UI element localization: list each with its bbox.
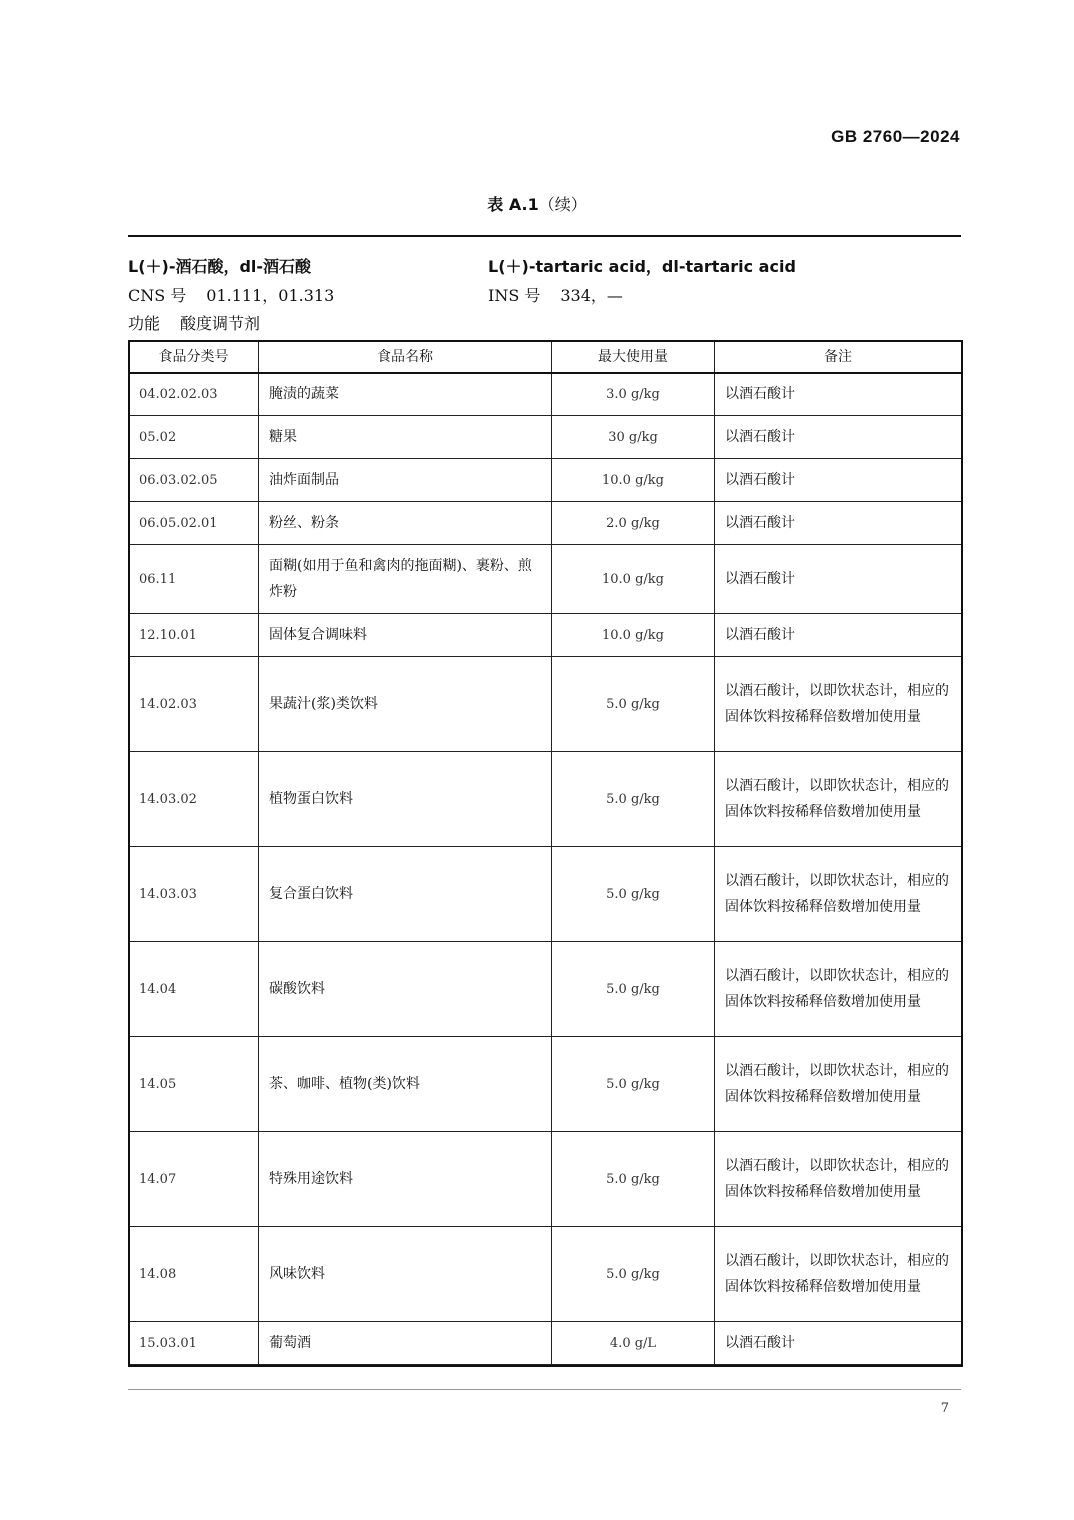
food-name: 粉丝、粉条	[259, 502, 552, 545]
table-row	[129, 502, 962, 545]
food-name: 油炸面制品	[259, 459, 552, 502]
header-food-name: 食品名称	[259, 341, 552, 373]
cns-value: 01.111，01.313	[206, 286, 335, 305]
table-row	[129, 416, 962, 459]
food-name: 复合蛋白饮料	[259, 847, 552, 942]
category-code: 12.10.01	[129, 614, 259, 657]
remark: 以酒石酸计，以即饮状态计，相应的固体饮料按稀释倍数增加使用量	[715, 1227, 962, 1322]
table-row	[129, 847, 962, 942]
food-name: 植物蛋白饮料	[259, 752, 552, 847]
top-rule	[128, 235, 961, 237]
max-usage: 5.0 g/kg	[552, 657, 715, 752]
food-name: 固体复合调味料	[259, 614, 552, 657]
cns-number	[128, 283, 334, 306]
header-max-usage: 最大使用量	[552, 341, 715, 373]
category-code: 06.03.02.05	[129, 459, 259, 502]
remark: 以酒石酸计	[715, 614, 962, 657]
table-caption-label: 表 A.1	[487, 195, 539, 214]
table-caption-suffix: （续）	[538, 195, 587, 214]
category-code: 14.08	[129, 1227, 259, 1322]
category-code: 05.02	[129, 416, 259, 459]
category-code: 14.07	[129, 1132, 259, 1227]
table-caption	[0, 192, 1074, 215]
food-name: 风味饮料	[259, 1227, 552, 1322]
category-code: 14.03.03	[129, 847, 259, 942]
additive-name-zh: L(＋)-酒石酸，dl-酒石酸	[128, 257, 312, 276]
food-name: 面糊(如用于鱼和禽肉的拖面糊)、裹粉、煎炸粉	[259, 545, 552, 614]
footer-rule	[128, 1389, 961, 1390]
max-usage: 30 g/kg	[552, 416, 715, 459]
usage-table	[128, 340, 962, 1365]
max-usage: 3.0 g/kg	[552, 373, 715, 416]
max-usage: 5.0 g/kg	[552, 752, 715, 847]
max-usage: 4.0 g/L	[552, 1322, 715, 1365]
header-remarks: 备注	[715, 341, 962, 373]
food-name: 茶、咖啡、植物(类)饮料	[259, 1037, 552, 1132]
category-code: 14.02.03	[129, 657, 259, 752]
remark: 以酒石酸计，以即饮状态计，相应的固体饮料按稀释倍数增加使用量	[715, 657, 962, 752]
remark: 以酒石酸计	[715, 416, 962, 459]
category-code: 14.03.02	[129, 752, 259, 847]
ins-number	[488, 283, 623, 306]
remark: 以酒石酸计，以即饮状态计，相应的固体饮料按稀释倍数增加使用量	[715, 1132, 962, 1227]
max-usage: 2.0 g/kg	[552, 502, 715, 545]
table-row	[129, 373, 962, 416]
max-usage: 10.0 g/kg	[552, 545, 715, 614]
additive-name-en: L(＋)-tartaric acid，dl-tartaric acid	[488, 257, 796, 276]
table-row	[129, 752, 962, 847]
max-usage: 5.0 g/kg	[552, 1227, 715, 1322]
remark: 以酒石酸计，以即饮状态计，相应的固体饮料按稀释倍数增加使用量	[715, 752, 962, 847]
food-name: 糖果	[259, 416, 552, 459]
category-code: 04.02.02.03	[129, 373, 259, 416]
max-usage: 10.0 g/kg	[552, 459, 715, 502]
remark: 以酒石酸计	[715, 373, 962, 416]
max-usage: 5.0 g/kg	[552, 847, 715, 942]
table-row	[129, 614, 962, 657]
remark: 以酒石酸计	[715, 459, 962, 502]
food-name: 碳酸饮料	[259, 942, 552, 1037]
table-row	[129, 942, 962, 1037]
page-number: 7	[940, 1401, 949, 1416]
table-row	[129, 459, 962, 502]
ins-label: INS 号	[488, 286, 541, 305]
table-row	[129, 657, 962, 752]
table-row	[129, 1322, 962, 1365]
table-row	[129, 1132, 962, 1227]
category-code: 14.05	[129, 1037, 259, 1132]
category-code: 06.05.02.01	[129, 502, 259, 545]
table-header-row	[129, 341, 962, 373]
standard-number: GB 2760—2024	[831, 127, 960, 146]
remark: 以酒石酸计，以即饮状态计，相应的固体饮料按稀释倍数增加使用量	[715, 847, 962, 942]
remark: 以酒石酸计，以即饮状态计，相应的固体饮料按稀释倍数增加使用量	[715, 1037, 962, 1132]
food-name: 特殊用途饮料	[259, 1132, 552, 1227]
max-usage: 5.0 g/kg	[552, 1037, 715, 1132]
ins-value: 334，—	[560, 286, 623, 305]
table-row	[129, 545, 962, 614]
food-name: 腌渍的蔬菜	[259, 373, 552, 416]
remark: 以酒石酸计	[715, 502, 962, 545]
max-usage: 10.0 g/kg	[552, 614, 715, 657]
function-line	[128, 311, 260, 334]
remark: 以酒石酸计	[715, 545, 962, 614]
cns-label: CNS 号	[128, 286, 187, 305]
food-name: 葡萄酒	[259, 1322, 552, 1365]
remark: 以酒石酸计，以即饮状态计，相应的固体饮料按稀释倍数增加使用量	[715, 942, 962, 1037]
function-label: 功能	[128, 314, 161, 333]
food-name: 果蔬汁(浆)类饮料	[259, 657, 552, 752]
max-usage: 5.0 g/kg	[552, 1132, 715, 1227]
table-row	[129, 1037, 962, 1132]
function-value: 酸度调节剂	[180, 314, 261, 333]
remark: 以酒石酸计	[715, 1322, 962, 1365]
max-usage: 5.0 g/kg	[552, 942, 715, 1037]
category-code: 15.03.01	[129, 1322, 259, 1365]
header-category-code: 食品分类号	[129, 341, 259, 373]
table-row	[129, 1227, 962, 1322]
category-code: 06.11	[129, 545, 259, 614]
category-code: 14.04	[129, 942, 259, 1037]
